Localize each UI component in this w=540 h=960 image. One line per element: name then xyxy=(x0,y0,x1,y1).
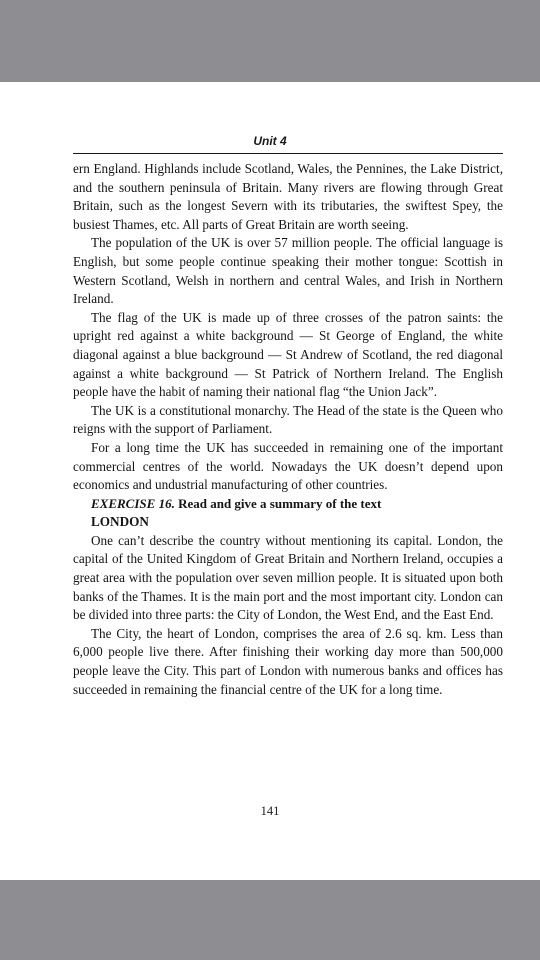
paragraph: The population of the UK is over 57 million people. The official language is English, but some people continue speaking their mother tongue: Scottish in Western Scotland, Welsh in northern and central Wales, and Irish in Northern Ireland. xyxy=(73,235,503,307)
paragraph: The City, the heart of London, comprises the area of 2.6 sq. km. Less than 6,000 people live there. After finishing their working day more than 500,000 people leave the City. This part of London with numerous banks and offices has succeeded in remaining the financial centre of the UK for a long time. xyxy=(73,625,503,697)
running-header: Unit 4 xyxy=(253,134,287,148)
paragraph: The flag of the UK is made up of three crosses of the patron saints: the upright red against a white background — St George of England, the white diagonal against a blue background — St Andrew of Scotland, the red diagonal against a white background — St Patrick of Northern Ireland. The English people have the habit of naming their national flag “the Union Jack”. xyxy=(73,309,503,400)
paragraph: ern England. Highlands include Scotland, Wales, the Pennines, the Lake District, and the southern peninsula of Britain. Many rivers are flowing through Great Britain, such as the longest Severn with its tributaries, the swiftest Spey, the busiest Thames, etc. All parts of Great Britain are worth seeing. xyxy=(73,161,503,232)
paragraph: The UK is a constitutional monarchy. The Head of the state is the Queen who reigns with the support of Parliament. xyxy=(73,402,503,437)
exercise-number: EXERCISE 16. xyxy=(91,495,175,511)
page-number: 141 xyxy=(260,804,280,818)
bottom-gray-band xyxy=(0,880,540,960)
paragraph: One can’t describe the country without mentioning its capital. London, the capital of the United Kingdom of Great Britain and Northern Ireland, occupies a great area with the population over seven million people. It is situated upon both banks of the Thames. It is the main port and the most important city. London can be divided into three parts: the City of London, the West End, and the East End. xyxy=(73,532,503,623)
section-title: LONDON xyxy=(91,514,149,530)
exercise-instruction: Read and give a summary of the text xyxy=(178,495,382,511)
page-body xyxy=(73,160,503,699)
paragraph: For a long time the UK has succeeded in remaining one of the important commercial centres of the world. Nowadays the UK doesn’t depend upon economics and undustrial manufacturing of other countries. xyxy=(73,439,503,493)
exercise-heading xyxy=(73,495,503,514)
book-page xyxy=(0,82,540,880)
top-gray-band xyxy=(0,0,540,82)
header-rule xyxy=(73,153,503,154)
